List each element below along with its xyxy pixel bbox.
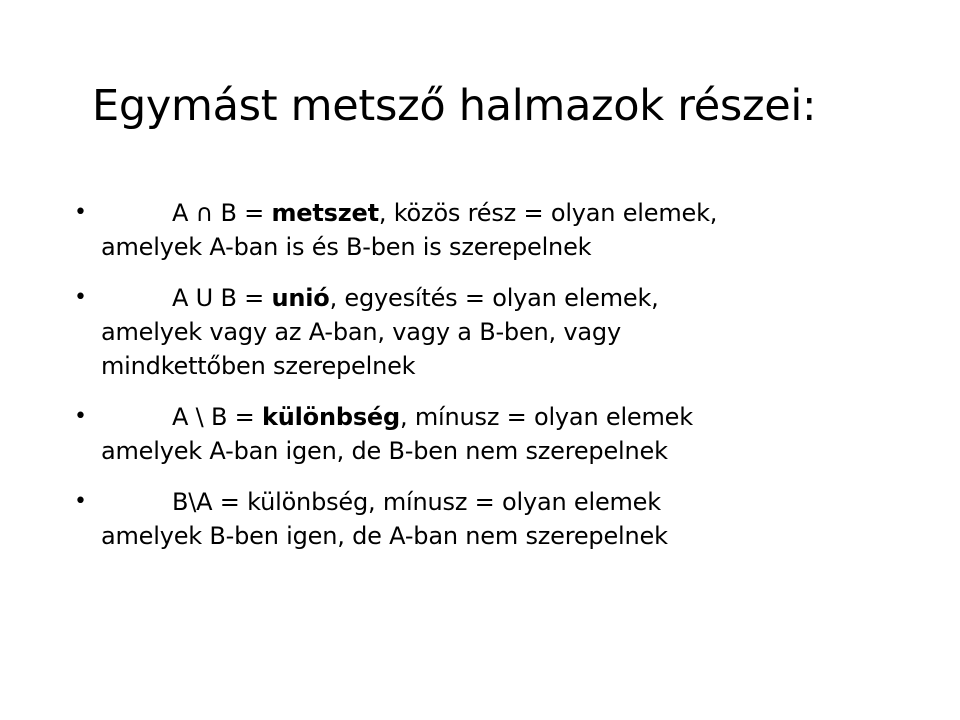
item-first-line [0,485,960,519]
bullet-icon: • [74,200,87,225]
list-item-intersection [0,196,960,264]
item-first-line [0,281,960,315]
item-term: metszet [271,199,379,227]
bullet-icon: • [74,404,87,429]
list-item-difference-b-a [0,485,960,553]
item-first-line [0,400,960,434]
list-item-union [0,281,960,383]
item-continuation-line: amelyek A-ban igen, de B-ben nem szerepelnek [101,437,668,465]
item-formula: A \ B = [172,403,262,431]
item-formula: A U B = [172,284,272,312]
item-term: unió [271,284,330,312]
item-definition: , egyesítés = olyan elemek, [329,284,659,312]
item-formula: A ∩ B = [172,199,272,227]
list-item-difference-a-b [0,400,960,468]
item-first-line [0,196,960,230]
bullet-icon: • [74,489,87,514]
bullet-list [0,196,960,570]
item-continuation-line: amelyek A-ban is és B-ben is szerepelnek [101,233,592,261]
item-continuation-line: mindkettőben szerepelnek [101,352,416,380]
item-continuation-line: amelyek vagy az A-ban, vagy a B-ben, vagy [101,318,621,346]
bullet-icon: • [74,285,87,310]
slide-title: Egymást metsző halmazok részei: [92,81,817,131]
item-formula: B\A = különbség, mínusz = olyan elemek [172,488,661,516]
item-continuation-line: amelyek B-ben igen, de A-ban nem szerepelnek [101,522,668,550]
item-term: különbség [262,403,400,431]
item-definition: , mínusz = olyan elemek [399,403,693,431]
item-definition: , közös rész = olyan elemek, [378,199,718,227]
